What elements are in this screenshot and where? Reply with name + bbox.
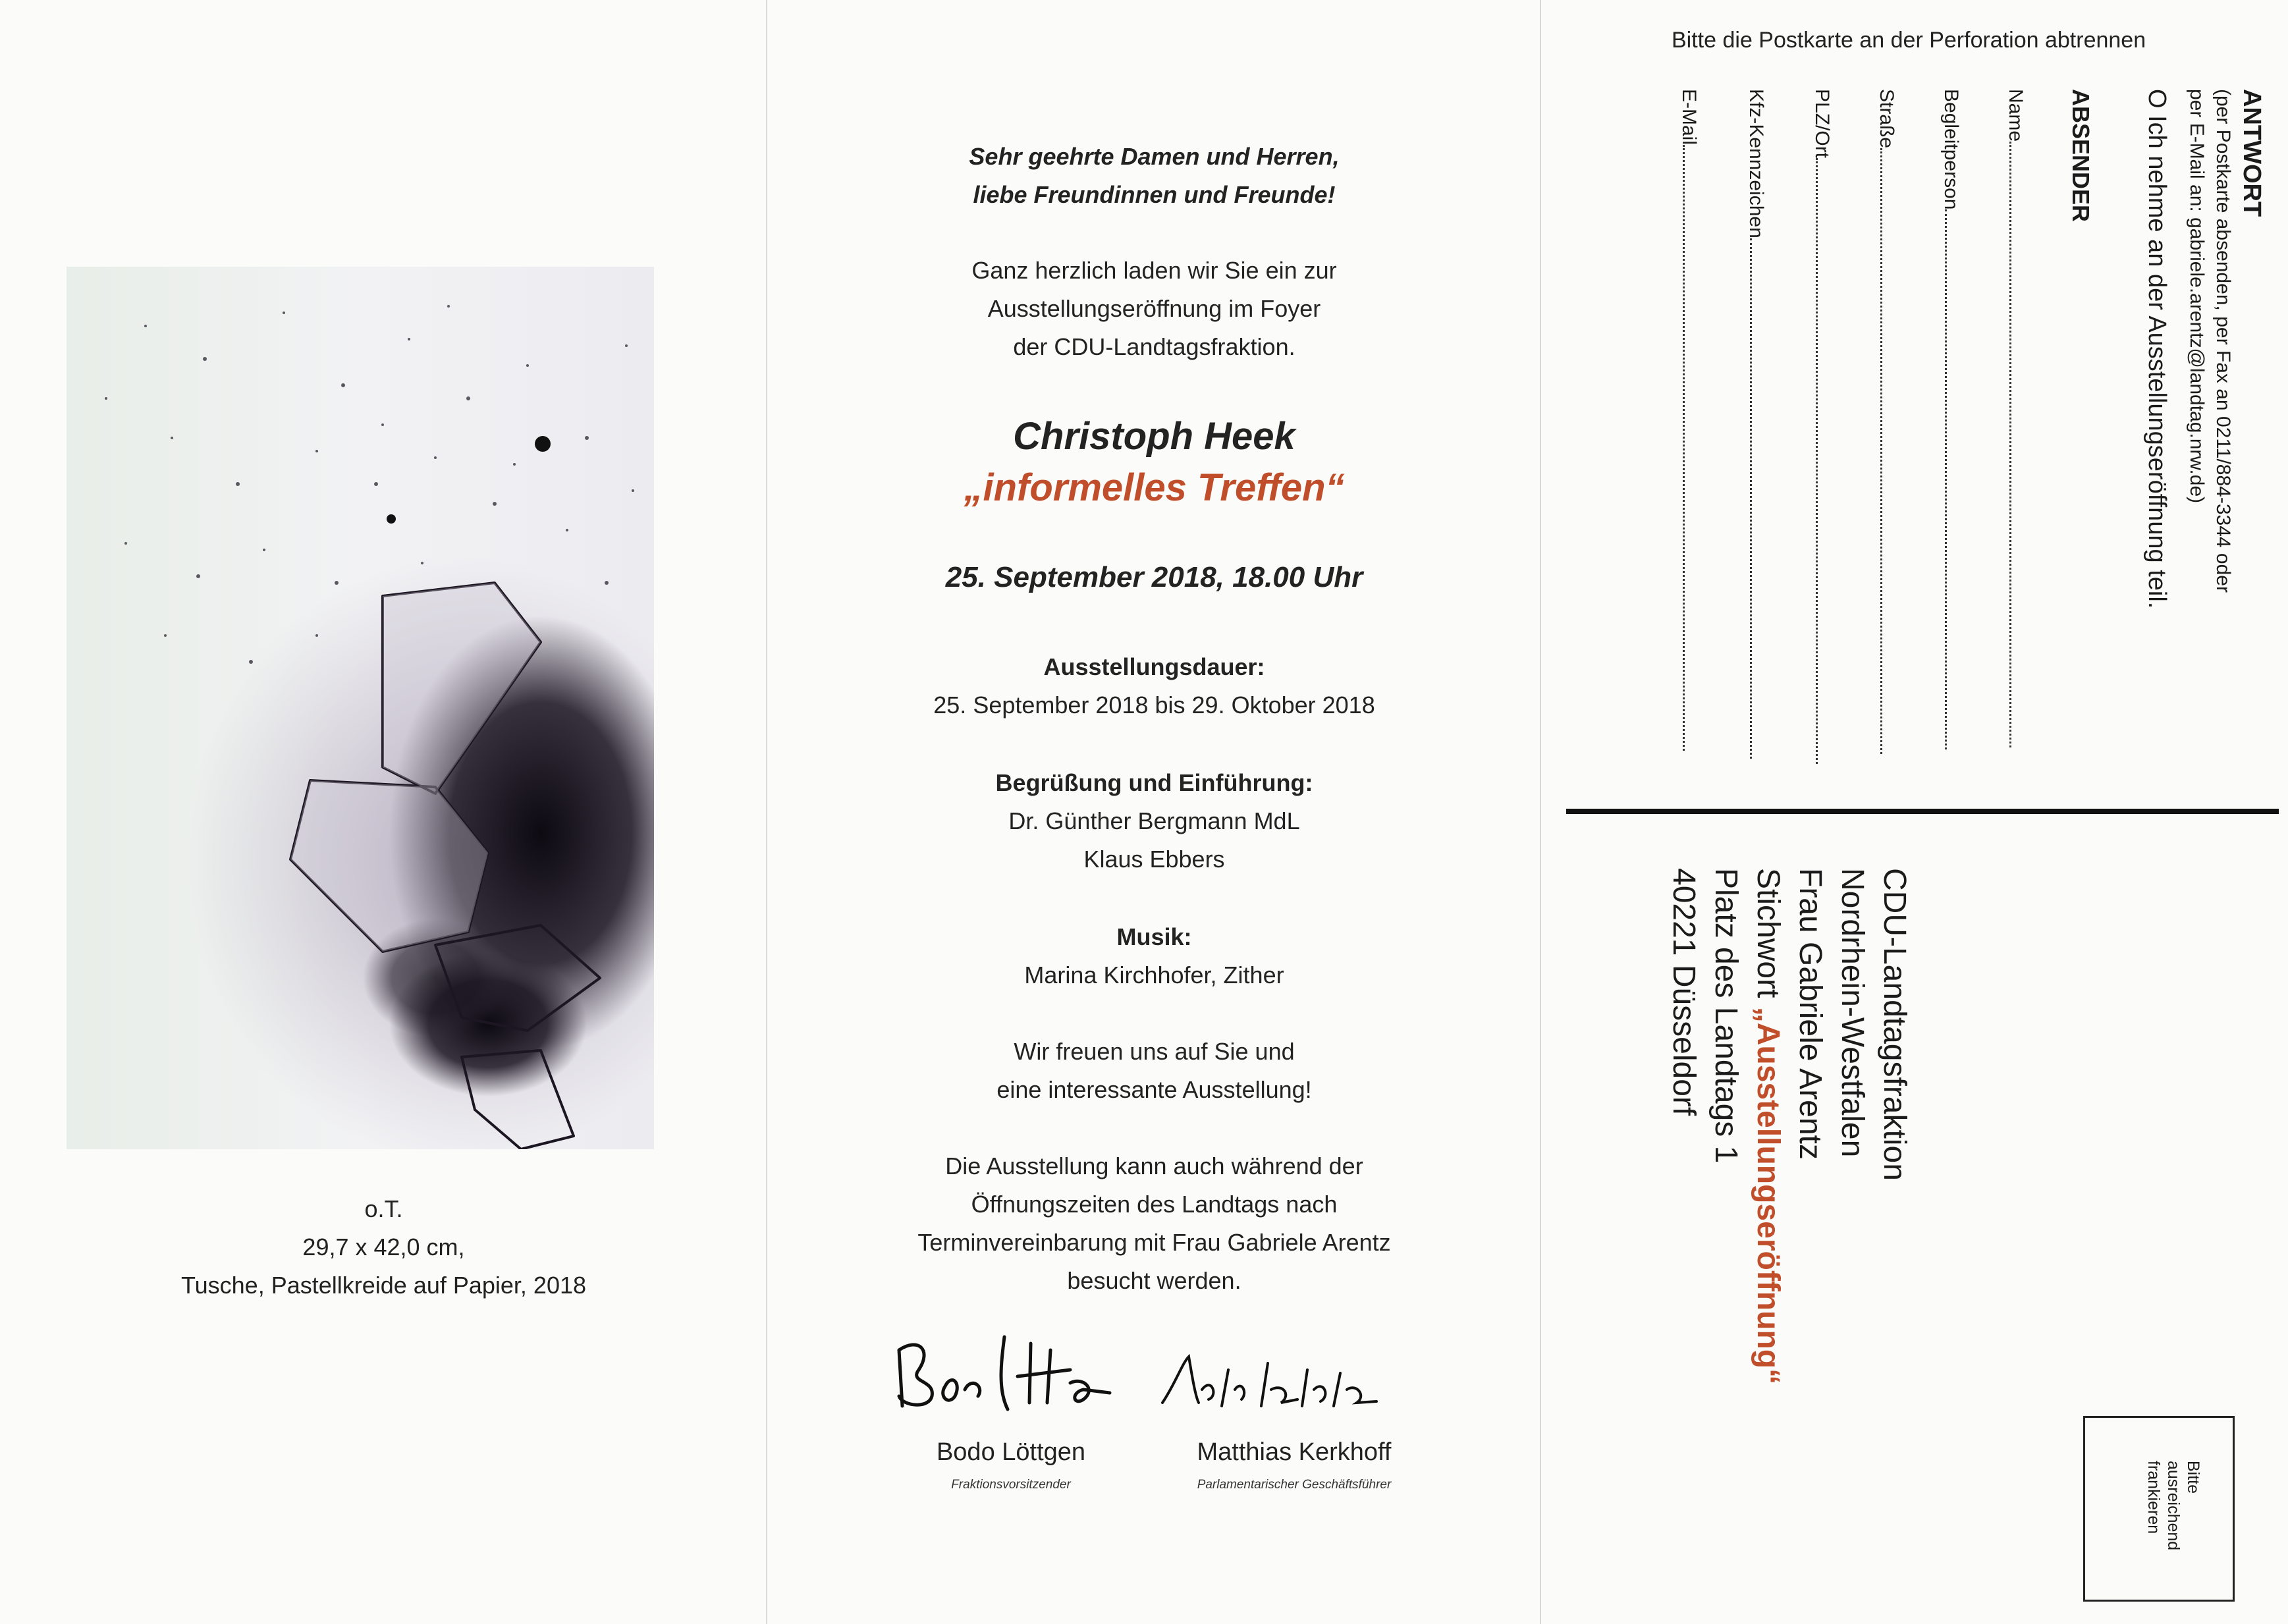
answer-instruction-2: per E-Mail an: gabriele.arentz@landtag.nrw.de): [2186, 89, 2208, 504]
answer-heading: ANTWORT: [2238, 89, 2266, 217]
address-line-1: CDU-Landtagsfraktion: [1877, 868, 1912, 1181]
closing-line-1: Wir freuen uns auf Sie und: [1014, 1038, 1295, 1065]
sender-heading: ABSENDER: [2067, 89, 2094, 223]
sender-field-license-plate[interactable]: [1745, 89, 1769, 759]
field-label: E-Mail: [1678, 89, 1700, 146]
sender-field-companion[interactable]: [1940, 89, 1964, 749]
exhibition-title: „informelles Treffen“: [964, 466, 1345, 509]
intro-line-3: der CDU-Landtagsfraktion.: [1013, 333, 1295, 360]
artwork-caption-size: 29,7 x 42,0 cm,: [302, 1233, 465, 1260]
stamp-note: [2144, 1461, 2203, 1550]
artwork-drawing: [67, 267, 654, 1149]
stamp-line-2: ausreichend: [2164, 1461, 2183, 1551]
address-line-5: Platz des Landtags 1: [1708, 868, 1743, 1164]
artwork-caption-medium: Tusche, Pastellkreide auf Papier, 2018: [180, 1272, 587, 1299]
artwork-panel: [0, 0, 767, 1624]
signer-2-name: Matthias Kerkhoff: [1197, 1438, 1392, 1466]
note-line-3: Terminvereinbarung mit Frau Gabriele Arentz: [917, 1229, 1391, 1256]
signer-1-name: Bodo Löttgen: [936, 1438, 1086, 1466]
invitation-letter: [767, 0, 1541, 1624]
note-line-2: Öffnungszeiten des Landtags nach: [971, 1191, 1338, 1218]
attendance-option[interactable]: O Ich nehme an der Ausstellungseröffnung teil.: [2143, 89, 2171, 609]
keyword-label: Stichwort: [1751, 868, 1785, 998]
artist-name: Christoph Heek: [1013, 415, 1295, 458]
signer-2-role: Parlamentarischer Geschäftsführer: [1197, 1478, 1392, 1492]
artwork-image: [67, 267, 654, 1149]
sender-field-name[interactable]: [2004, 89, 2029, 747]
perforation-line: [1566, 809, 2279, 814]
signer-1-role: Fraktionsvorsitzender: [951, 1478, 1071, 1492]
intro-line-2: Ausstellungseröffnung im Foyer: [987, 295, 1321, 322]
address-line-2: Nordrhein-Westfalen: [1835, 868, 1870, 1158]
address-line-4: [1747, 868, 1789, 1384]
stamp-line-1: Bitte: [2184, 1461, 2202, 1494]
stamp-line-3: frankieren: [2144, 1461, 2163, 1534]
closing-line-2: eine interessante Ausstellung!: [996, 1076, 1312, 1103]
field-label: PLZ/Ort: [1811, 89, 1833, 159]
signature-loettgen: [873, 1324, 1149, 1422]
field-label: Begleitperson: [1940, 89, 1962, 210]
greeting-line-1: Sehr geehrte Damen und Herren,: [969, 143, 1340, 170]
music-text: Marina Kirchhofer, Zither: [1024, 961, 1284, 988]
recipient-address: [1662, 868, 1915, 1384]
welcome-heading: Begrüßung und Einführung:: [995, 769, 1313, 796]
duration-text: 25. September 2018 bis 29. Oktober 2018: [933, 691, 1375, 718]
signature-kerkhoff: [1149, 1343, 1426, 1416]
greeting-line-2: liebe Freundinnen und Freunde!: [973, 181, 1336, 208]
duration-heading: Ausstellungsdauer:: [1043, 653, 1265, 680]
event-date-time: 25. September 2018, 18.00 Uhr: [945, 561, 1363, 593]
welcome-speaker-1: Dr. Günther Bergmann MdL: [1008, 807, 1300, 834]
field-label: Straße: [1876, 89, 1897, 149]
sender-field-email[interactable]: [1677, 89, 1702, 751]
keyword-value: „Ausstellungseröffnung“: [1751, 1006, 1785, 1385]
field-label: Name: [2005, 89, 2027, 142]
perforation-note: Bitte die Postkarte an der Perforation abtrennen: [1672, 28, 2146, 53]
note-line-1: Die Ausstellung kann auch während der: [945, 1152, 1363, 1179]
address-line-6: 40221 Düsseldorf: [1666, 868, 1701, 1116]
note-line-4: besucht werden.: [1067, 1267, 1241, 1294]
sender-field-postcode-city[interactable]: [1811, 89, 1835, 764]
music-heading: Musik:: [1116, 923, 1192, 950]
answer-instruction-1: (per Postkarte absenden, per Fax an 0211/884-3344 oder: [2212, 89, 2234, 593]
artwork-caption-title: o.T.: [364, 1195, 403, 1222]
sender-field-street[interactable]: [1875, 89, 1899, 754]
address-line-3: Frau Gabriele Arentz: [1793, 868, 1828, 1160]
welcome-speaker-2: Klaus Ebbers: [1083, 846, 1225, 873]
intro-line-1: Ganz herzlich laden wir Sie ein zur: [971, 257, 1337, 284]
field-label: Kfz-Kennzeichen: [1745, 89, 1767, 238]
